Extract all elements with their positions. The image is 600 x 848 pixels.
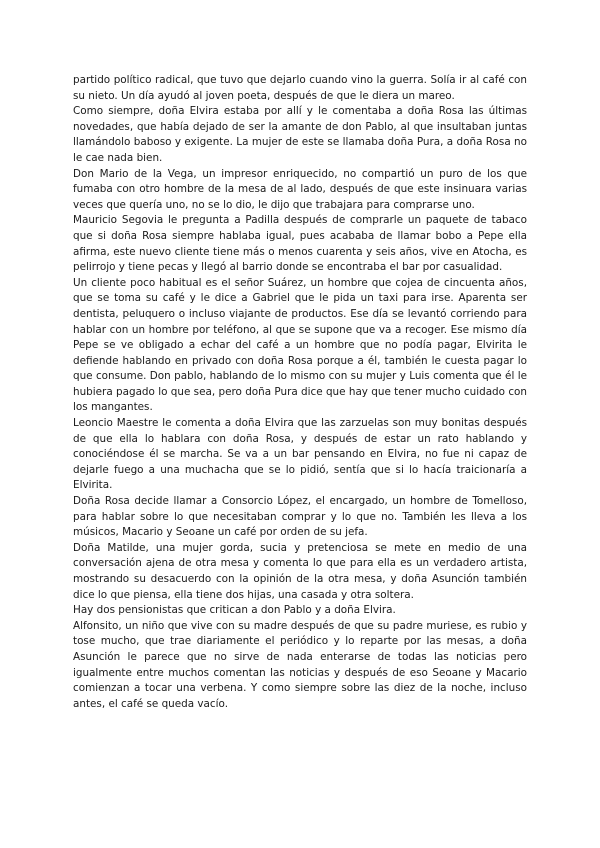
paragraph-1: partido político radical, que tuvo que dejarlo cuando vino la guerra. Solía ir al café con su nieto. Un día ayudó al joven poeta, después de que le diera un mareo. — [73, 74, 527, 102]
paragraph-10: Alfonsito, un niño que vive con su madre después de que su padre muriese, es rubio y tose mucho, que trae diariamente el periódico y lo reparte por las mesas, a doña Asunción le parece que no sirve de nada enterarse de todas las noticias pero igualmente entre muchos comentan las noticias y después de eso Seoane y Macario comienzan a tocar una verbena. Y como siempre sobre las diez de la noche, incluso antes, el café se queda vacío. — [73, 619, 527, 710]
paragraph-7: Doña Rosa decide llamar a Consorcio López, el encargado, un hombre de Tomelloso, para hablar sobre lo que necesitaban comprar y lo que no. También les lleva a los músicos, Macario y Seoane un café por orden de su jefa. — [73, 495, 527, 539]
paragraph-2: Como siempre, doña Elvira estaba por allí y le comentaba a doña Rosa las últimas novedades, que había dejado de ser la amante de don Pablo, al que insultaban juntas llamándolo baboso y exigente. La mujer de este se llamaba doña Pura, a doña Rosa no le cae nada bien. — [73, 105, 527, 164]
paragraph-8: Doña Matilde, una mujer gorda, sucia y pretenciosa se mete en medio de una conversación ajena de otra mesa y comenta lo que para ella es un verdadero artista, mostrando su desacuerdo con la opinión de la otra mesa, y doña Asunción también dice lo que piensa, ella tiene dos hijas, una casada y otra soltera. — [73, 541, 527, 601]
paragraph-9: Hay dos pensionistas que critican a don Pablo y a doña Elvira. — [73, 604, 396, 617]
paragraph-3: Don Mario de la Vega, un impresor enriquecido, no compartió un puro de los que fumaba con otro hombre de la mesa de al lado, después de que este insinuara varias veces que quería uno, no se lo dio, le dijo que trabajara para comprarse uno. — [73, 167, 527, 211]
paragraph-6: Leoncio Maestre le comenta a doña Elvira que las zarzuelas son muy bonitas después de que ella lo hablara con doña Rosa, y después de estar un rato hablando y conociéndose él se marcha. Se va a un bar pensando en Elvira, no fue ni capaz de dejarle fuego a una muchacha que se lo pidió, sentía que si lo hacía traicionaría a Elvirita. — [73, 417, 527, 492]
paragraph-4: Mauricio Segovia le pregunta a Padilla después de comprarle un paquete de tabaco que si doña Rosa siempre hablaba igual, pues acababa de llamar bobo a Pepe ella afirma, este nuevo cliente tiene más o menos cuarenta y seis años, vive en Atocha, es pelirrojo y tiene pecas y llegó al barrio donde se encontraba el bar por casualidad. — [73, 214, 527, 274]
paragraph-5: Un cliente poco habitual es el señor Suárez, un hombre que cojea de cincuenta años, que se toma su café y le dice a Gabriel que le pida un taxi para irse. Aparenta ser dentista, peluquero o incluso viajante de productos. Ese día se levantó corriendo para hablar con un hombre por teléfono, al que se supone que va a recoger. Ese mismo día Pepe se ve obligado a echar del café a un hombre que no podía pagar, Elvirita le defiende hablando en privado con doña Rosa porque a él, también le cuesta pagar lo que consume. Don pablo, hablando de lo mismo con su mujer y Luis comenta que él le hubiera pagado lo que sea, pero doña Pura dice que hay que tener mucho cuidado con los mangantes. — [73, 276, 527, 414]
